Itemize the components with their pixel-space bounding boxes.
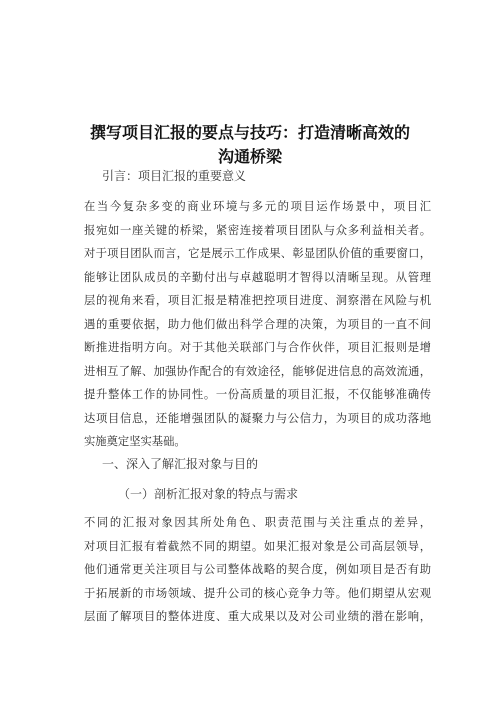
paragraph-line: 于拓展新的市场领域、提升公司的核心竞争力等。他们期望从宏观 bbox=[84, 586, 431, 600]
intro-heading: 引言：项目汇报的重要意义 bbox=[102, 169, 247, 183]
paragraph-line: 提升整体工作的协同性。一份高质量的项目汇报，不仅能够准确传 bbox=[84, 388, 431, 401]
section-1-heading: 一、深入了解汇报对象与目的 bbox=[102, 457, 259, 471]
paragraph-line: 不同的汇报对象因其所处角色、职责范围与关注重点的差异， bbox=[84, 516, 431, 529]
paragraph-line: 对项目汇报有着截然不同的期望。如果汇报对象是公司高层领导， bbox=[84, 539, 431, 553]
paragraph-line: 达项目信息，还能增强团队的凝聚力与公信力，为项目的成功落地 bbox=[84, 411, 431, 425]
paragraph-line: 层的视角来看，项目汇报是精准把控项目进度、洞察潜在风险与机 bbox=[84, 294, 431, 307]
document-title-line-2: 沟通桥梁 bbox=[217, 147, 282, 166]
paragraph-line: 对于项目团队而言，它是展示工作成果、彰显团队价值的重要窗口， bbox=[84, 247, 431, 260]
document-title-line-1: 撰写项目汇报的要点与技巧：打造清晰高效的 bbox=[89, 123, 410, 142]
paragraph-line: 能够让团队成员的辛勤付出与卓越聪明才智得以清晰呈现。从管理 bbox=[84, 270, 431, 284]
paragraph-line: 层面了解项目的整体进度、重大成果以及对公司业绩的潜在影响， bbox=[84, 610, 431, 623]
paragraph-line: 他们通常更关注项目与公司整体战略的契合度，例如项目是否有助 bbox=[84, 563, 431, 576]
section-1-1-heading: （一）剖析汇报对象的特点与需求 bbox=[118, 487, 299, 501]
section-1-1-paragraph bbox=[84, 511, 431, 629]
paragraph-line: 遇的重要依据，助力他们做出科学合理的决策，为项目的一直不间 bbox=[84, 317, 431, 331]
paragraph-line: 实施奠定坚实基础。 bbox=[84, 435, 186, 448]
paragraph-line: 进相互了解、加强协作配合的有效途径，能够促进信息的高效流通， bbox=[84, 364, 431, 378]
paragraph-line: 在当今复杂多变的商业环境与多元的项目运作场景中，项目汇 bbox=[84, 200, 431, 213]
paragraph-line: 断推进指明方向。对于其他关联部门与合作伙伴，项目汇报则是增 bbox=[84, 341, 431, 354]
paragraph-line: 报宛如一座关键的桥梁，紧密连接着项目团队与众多利益相关者。 bbox=[84, 223, 431, 237]
intro-paragraph bbox=[84, 195, 431, 454]
